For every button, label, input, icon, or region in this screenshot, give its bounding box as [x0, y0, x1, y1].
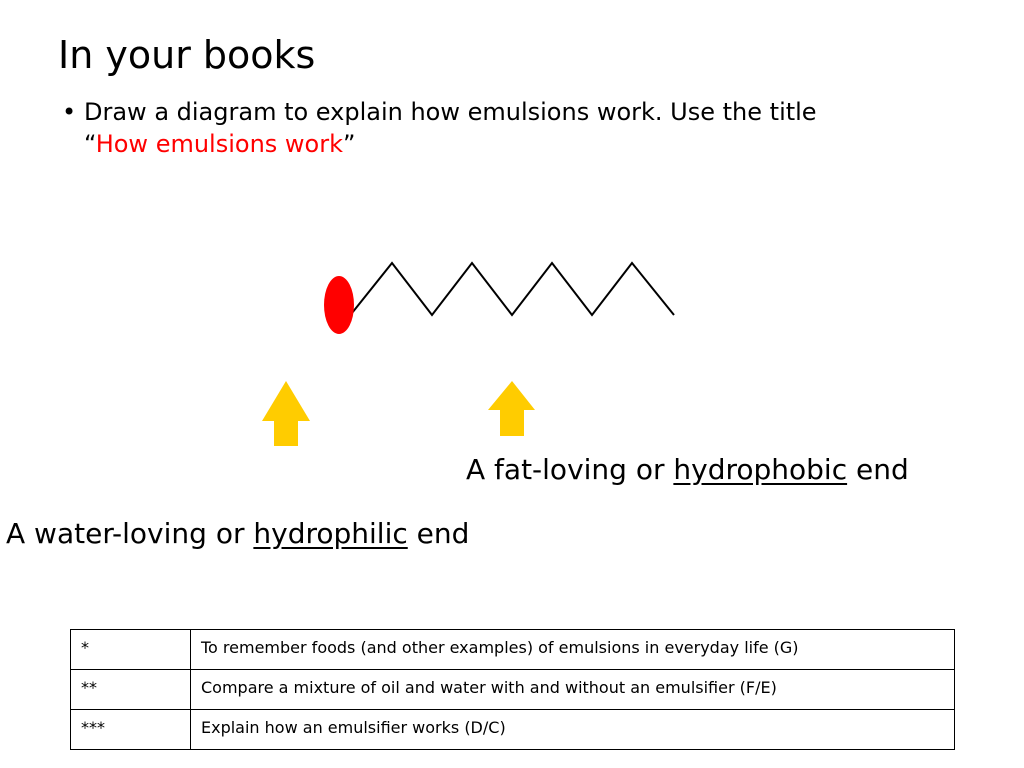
hydrophobic-tail: [352, 263, 674, 315]
hydrophilic-head: [324, 276, 354, 334]
table-row: [71, 710, 955, 750]
hydrophilic-label-before: A water-loving or: [6, 517, 254, 550]
table-row: [71, 630, 955, 670]
level-cell: **: [71, 670, 191, 710]
hydrophilic-label-after: end: [407, 517, 470, 550]
description-cell: Explain how an emulsifier works (D/C): [191, 710, 955, 750]
bullet-marker: •: [62, 98, 77, 126]
level-cell: ***: [71, 710, 191, 750]
description-cell: To remember foods (and other examples) of emulsions in everyday life (G): [191, 630, 955, 670]
hydrophobic-label-after: end: [847, 453, 909, 486]
hydrophilic-term: hydrophilic: [253, 517, 408, 550]
success-criteria-table: [70, 629, 955, 750]
instruction-line-1: Draw a diagram to explain how emulsions work. Use the title: [84, 98, 817, 126]
description-cell: Compare a mixture of oil and water with and without an emulsifier (F/E): [191, 670, 955, 710]
arrow-up-icon: [262, 381, 310, 446]
title-highlight: How emulsions work: [95, 130, 343, 158]
hydrophilic-end-label: [6, 516, 469, 552]
slide-title: In your books: [58, 33, 316, 77]
open-quote: “: [84, 130, 96, 158]
table-row: [71, 670, 955, 710]
close-quote: ”: [343, 130, 356, 158]
level-cell: *: [71, 630, 191, 670]
hydrophobic-end-label: [466, 452, 909, 488]
hydrophobic-term: hydrophobic: [673, 453, 848, 486]
arrow-up-icon: [488, 381, 535, 436]
hydrophobic-label-before: A fat-loving or: [466, 453, 674, 486]
